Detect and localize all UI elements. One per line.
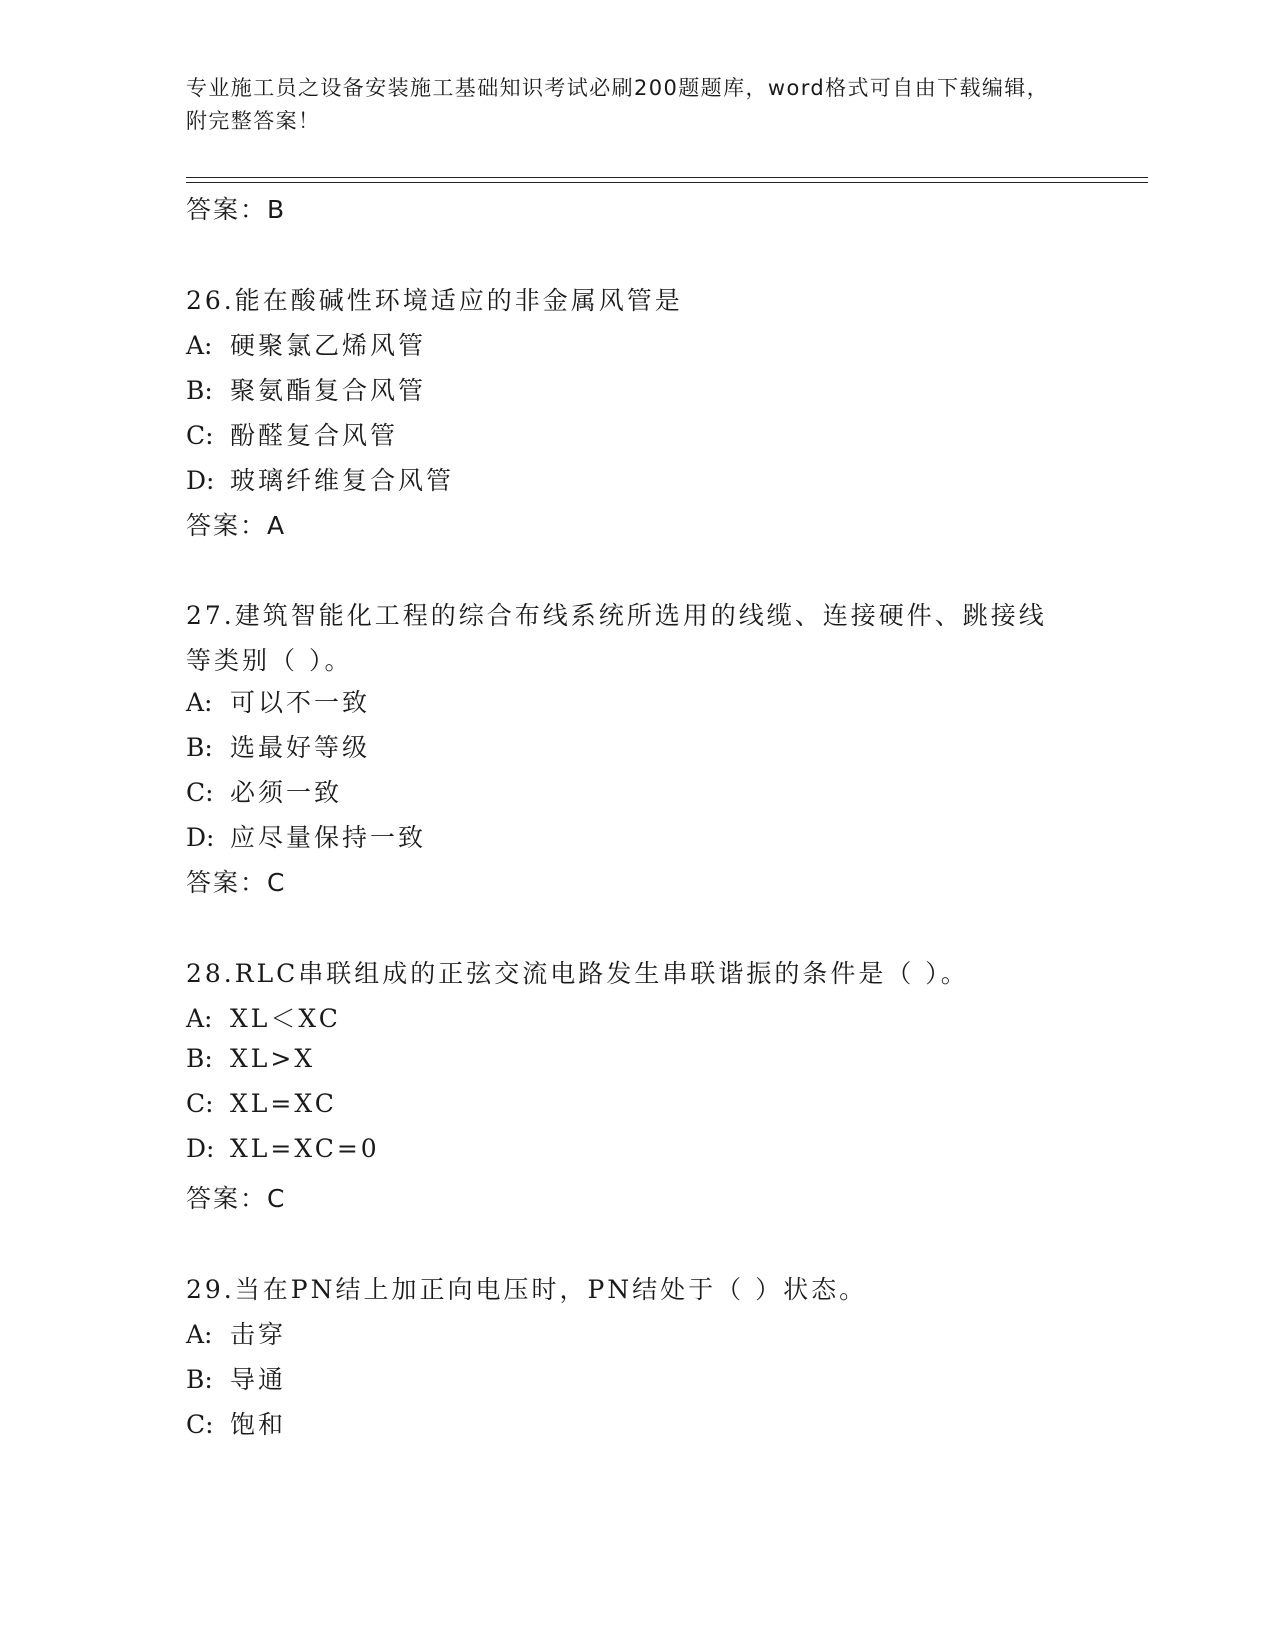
question-29-option-c	[186, 1405, 286, 1441]
option-key: B:	[186, 1365, 213, 1394]
option-key: D:	[186, 823, 215, 852]
question-27-text: 27.建筑智能化工程的综合布线系统所选用的线缆、连接硬件、跳接线等类别（ ）。	[186, 601, 1047, 675]
option-text: 应尽量保持一致	[230, 823, 427, 852]
question-29-text: 29.当在PN结上加正向电压时，PN结处于（ ）状态。	[186, 1275, 868, 1304]
option-key: A:	[186, 688, 213, 717]
question-26-option-b	[186, 371, 426, 407]
option-key: C:	[186, 421, 214, 450]
option-key: C:	[186, 1410, 214, 1439]
document-header: 专业施工员之设备安装施工基础知识考试必刷200题题库，word格式可自由下载编辑，附完整答案！	[186, 76, 1050, 133]
answer-27: 答案：C	[186, 868, 287, 897]
question-29-option-b	[186, 1360, 286, 1396]
option-text: XL>X	[230, 1044, 316, 1073]
option-key: C:	[186, 778, 214, 807]
question-27-option-a	[186, 683, 370, 719]
option-text: XL=XC	[230, 1089, 337, 1118]
question-26-text: 26.能在酸碱性环境适应的非金属风管是	[186, 286, 683, 315]
option-key: B:	[186, 376, 213, 405]
option-text: 玻璃纤维复合风管	[230, 466, 455, 495]
option-text: XL=XC=0	[230, 1134, 380, 1163]
question-27-option-d	[186, 818, 426, 854]
question-28-option-a	[186, 999, 341, 1035]
question-26-option-a	[186, 326, 426, 362]
option-key: D:	[186, 1134, 215, 1163]
header-divider-top	[186, 177, 1148, 178]
question-28-option-c	[186, 1089, 337, 1118]
question-29-option-a	[186, 1315, 286, 1351]
option-text: 饱和	[230, 1410, 287, 1439]
option-text: 可以不一致	[230, 688, 371, 717]
option-text: XL＜XC	[230, 1004, 341, 1033]
option-key: A:	[186, 331, 213, 360]
question-27-option-b	[186, 728, 370, 764]
option-key: D:	[186, 466, 215, 495]
answer-26: 答案：A	[186, 511, 287, 540]
option-text: 选最好等级	[230, 733, 371, 762]
question-28-option-d	[186, 1134, 380, 1163]
answer-28: 答案：C	[186, 1184, 287, 1213]
option-text: 酚醛复合风管	[230, 421, 399, 450]
option-key: B:	[186, 1044, 213, 1073]
option-key: A:	[186, 1320, 213, 1349]
option-text: 导通	[230, 1365, 287, 1394]
option-text: 硬聚氯乙烯风管	[230, 331, 427, 360]
option-text: 聚氨酯复合风管	[230, 376, 427, 405]
question-28-text: 28.RLC串联组成的正弦交流电路发生串联谐振的条件是（ ）。	[186, 959, 969, 988]
option-key: A:	[186, 1004, 213, 1033]
question-28-option-b	[186, 1044, 315, 1073]
option-text: 击穿	[230, 1320, 287, 1349]
option-text: 必须一致	[230, 778, 343, 807]
question-26-option-d	[186, 461, 454, 497]
question-27-option-c	[186, 773, 342, 809]
option-key: B:	[186, 733, 213, 762]
answer-25: 答案：B	[186, 195, 287, 224]
option-key: C:	[186, 1089, 214, 1118]
header-divider-bottom	[186, 182, 1148, 183]
question-26-option-c	[186, 416, 398, 452]
